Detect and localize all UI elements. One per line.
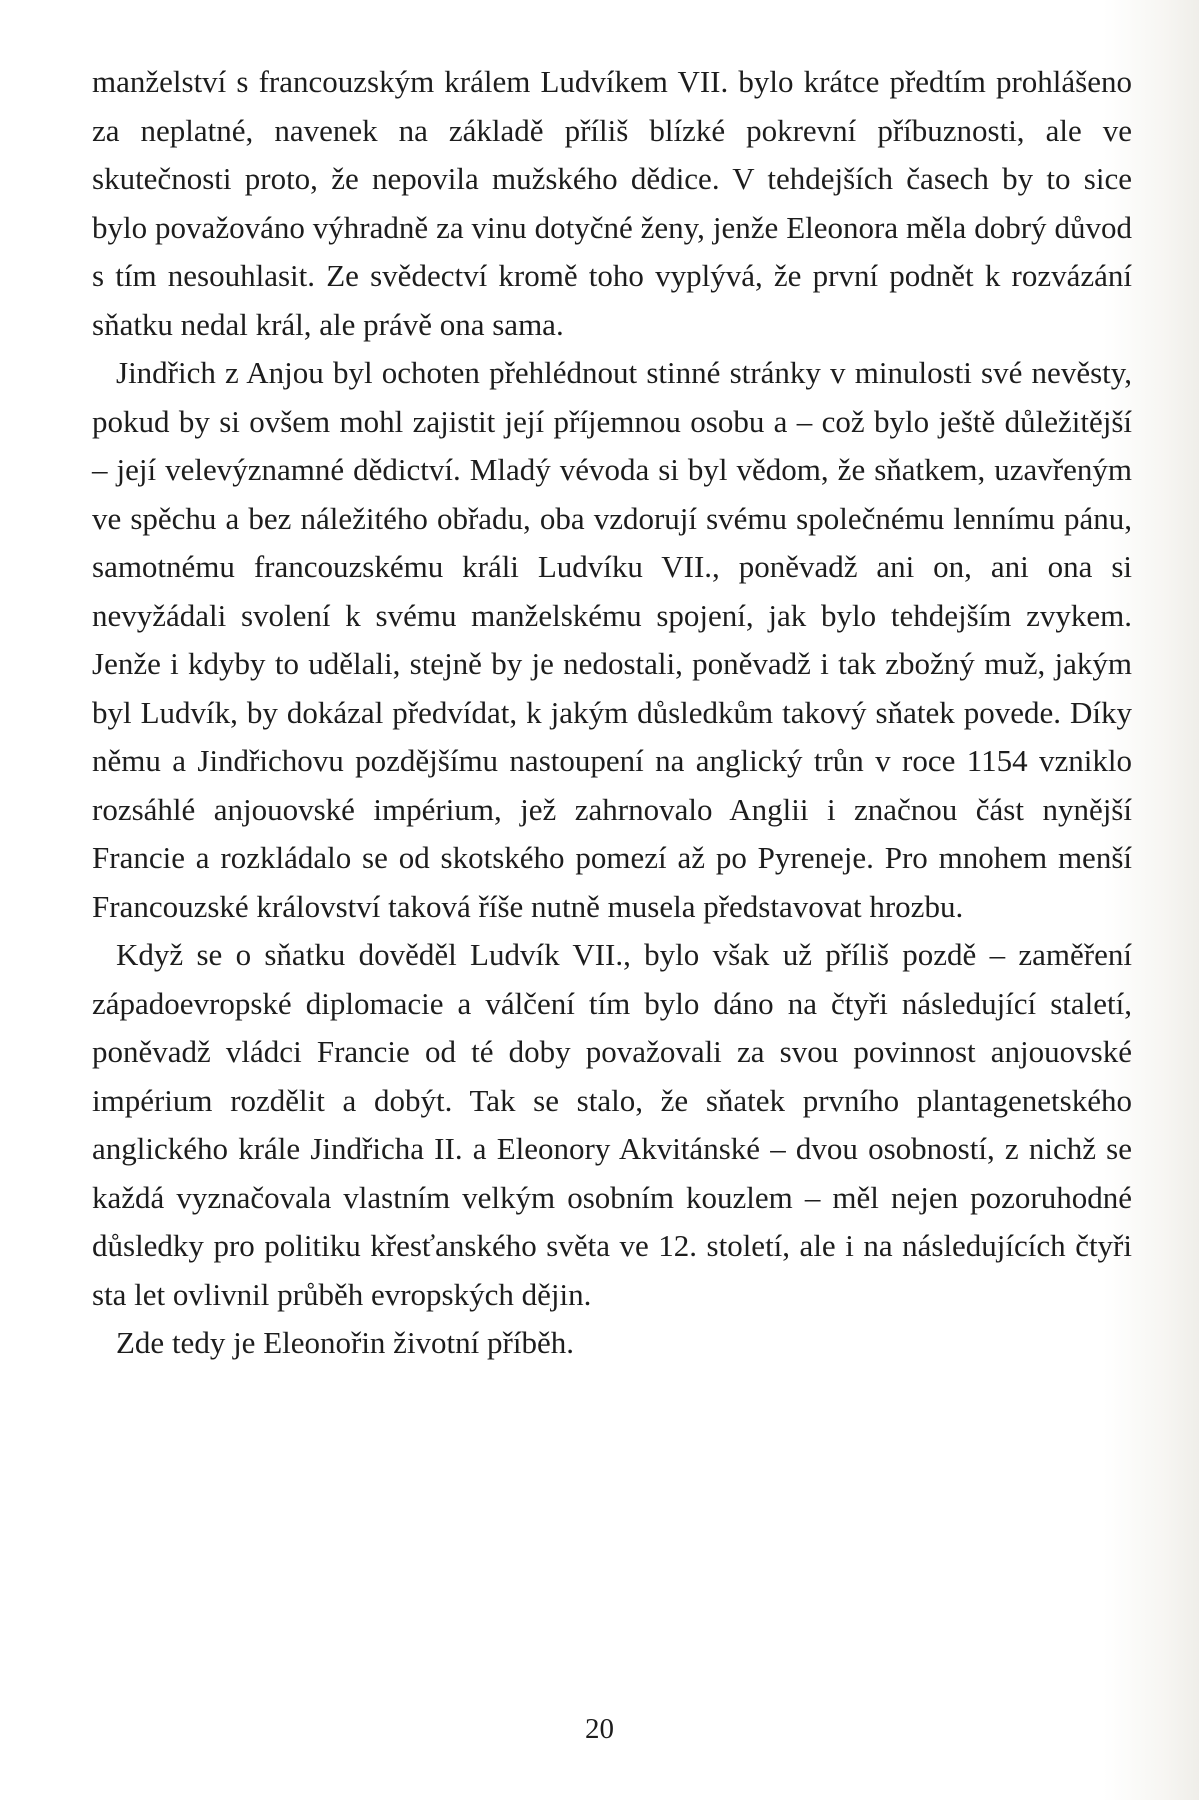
paragraph-3: Když se o sňatku dověděl Ludvík VII., bylo však už příliš pozdě – zaměření západoevropské diplomacie a válčení tím bylo dáno na čtyři následující staletí, poněvadž vládci Francie od té doby považovali za svou povinnost anjouovské impérium rozdělit a dobýt. Tak se stalo, že sňatek prvního plantagenetského anglického krále Jindřicha II. a Eleonory Akvitánské – dvou osobností, z nichž se každá vyznačovala vlastním velkým osobním kouzlem – měl nejen pozoruhodné důsledky pro politiku křesťanského světa ve 12. století, ale i na následujících čtyři sta let ovlivnil průběh evropských dějin.: [92, 937, 1132, 1312]
paragraph-1: manželství s francouzským králem Ludvíkem VII. bylo krátce předtím prohlášeno za neplatné, navenek na základě příliš blízké pokrevní příbuznosti, ale ve skutečnosti proto, že nepovila mužského dědice. V tehdejších časech by to sice bylo považováno výhradně za vinu dotyčné ženy, jenže Eleonora měla dobrý důvod s tím nesouhlasit. Ze svědectví kromě toho vyplývá, že první podnět k rozvázání sňatku nedal král, ale právě ona sama.: [92, 64, 1132, 342]
paragraph-4: Zde tedy je Eleonořin životní příběh.: [116, 1325, 574, 1360]
body-text: [92, 58, 1132, 1368]
paragraph-2: Jindřich z Anjou byl ochoten přehlédnout stinné stránky v minulosti své nevěsty, pokud by si ovšem mohl zajistit její příjemnou osobu a – což bylo ještě důležitější – její velevýznamné dědictví. Mladý vévoda si byl vědom, že sňatkem, uzavřeným ve spěchu a bez náležitého obřadu, oba vzdorují svému společnému lennímu pánu, samotnému francouzskému králi Ludvíku VII., poněvadž ani on, ani ona si nevyžádali svolení k svému manželskému spojení, jak bylo tehdejším zvykem. Jenže i kdyby to udělali, stejně by je nedostali, poněvadž i tak zbožný muž, jakým byl Ludvík, by dokázal předvídat, k jakým důsledkům takový sňatek povede. Díky němu a Jindřichovu pozdějšímu nastoupení na anglický trůn v roce 1154 vzniklo rozsáhlé anjouovské impérium, jež zahrnovalo Anglii i značnou část nynější Francie a rozkládalo se od skotského pomezí až po Pyreneje. Pro mnohem menší Francouzské království taková říše nutně musela představovat hrozbu.: [92, 355, 1132, 924]
page-number: 20: [585, 1713, 614, 1745]
